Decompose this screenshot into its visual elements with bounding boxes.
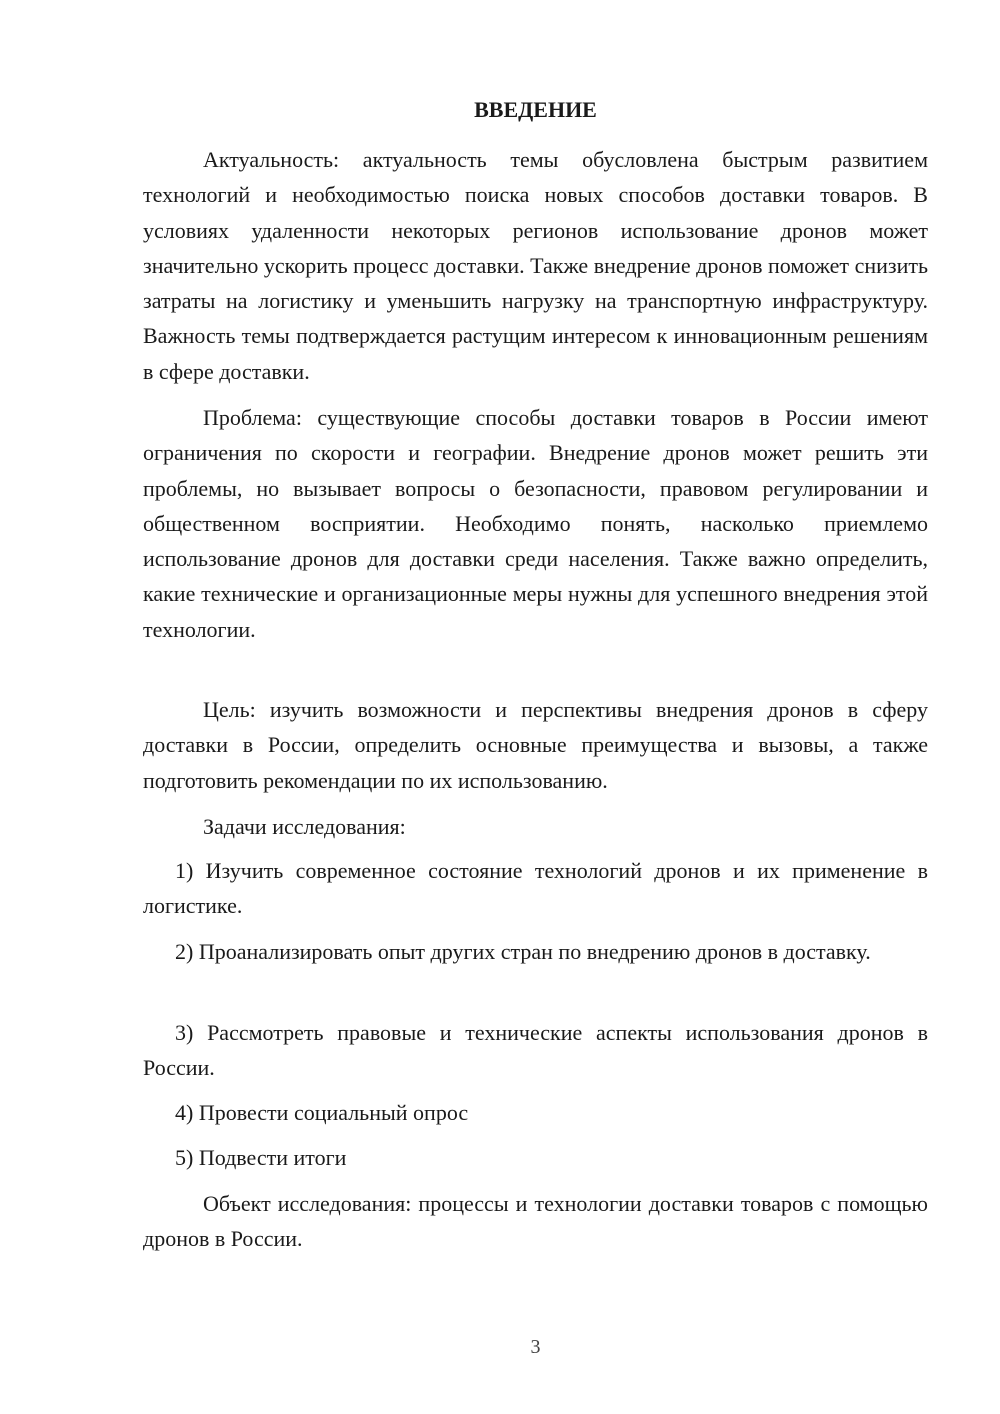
- task-item-3: 3) Рассмотреть правовые и технические аспекты использования дронов в России.: [143, 1020, 928, 1081]
- task-item-4: 4) Провести социальный опрос: [175, 1100, 469, 1125]
- document-page: [143, 0, 928, 1414]
- tasks-heading: Задачи исследования:: [203, 814, 406, 839]
- paragraph-goal: Цель: изучить возможности и перспективы внедрения дронов в сферу доставки в России, определить основные преимущества и вызовы, а также подготовить рекомендации по их использованию.: [143, 697, 928, 793]
- page-number: 3: [530, 1336, 541, 1358]
- task-item-5: 5) Подвести итоги: [175, 1145, 347, 1170]
- section-title: ВВЕДЕНИЕ: [474, 97, 597, 122]
- paragraph-relevance: Актуальность: актуальность темы обусловлена быстрым развитием технологий и необходимостью поиска новых способов доставки товаров. В условиях удаленности некоторых регионов использование дронов может значительно ускорить процесс доставки. Также внедрение дронов поможет снизить затраты на логистику и уменьшить нагрузку на транспортную инфраструктуру. Важность темы подтверждается растущим интересом к инновационным решениям в сфере доставки.: [143, 147, 928, 384]
- task-item-2: 2) Проанализировать опыт других стран по внедрению дронов в доставку.: [175, 939, 871, 964]
- paragraph-problem: Проблема: существующие способы доставки товаров в России имеют ограничения по скорости и географии. Внедрение дронов может решить эти проблемы, но вызывает вопросы о безопасности, правовом регулировании и общественном восприятии. Необходимо понять, насколько приемлемо использование дронов для доставки среди населения. Также важно определить, какие технические и организационные меры нужны для успешного внедрения этой технологии.: [143, 405, 928, 642]
- paragraph-object: Объект исследования: процессы и технологии доставки товаров с помощью дронов в России.: [143, 1191, 928, 1252]
- task-item-1: 1) Изучить современное состояние технологий дронов и их применение в логистике.: [143, 858, 928, 919]
